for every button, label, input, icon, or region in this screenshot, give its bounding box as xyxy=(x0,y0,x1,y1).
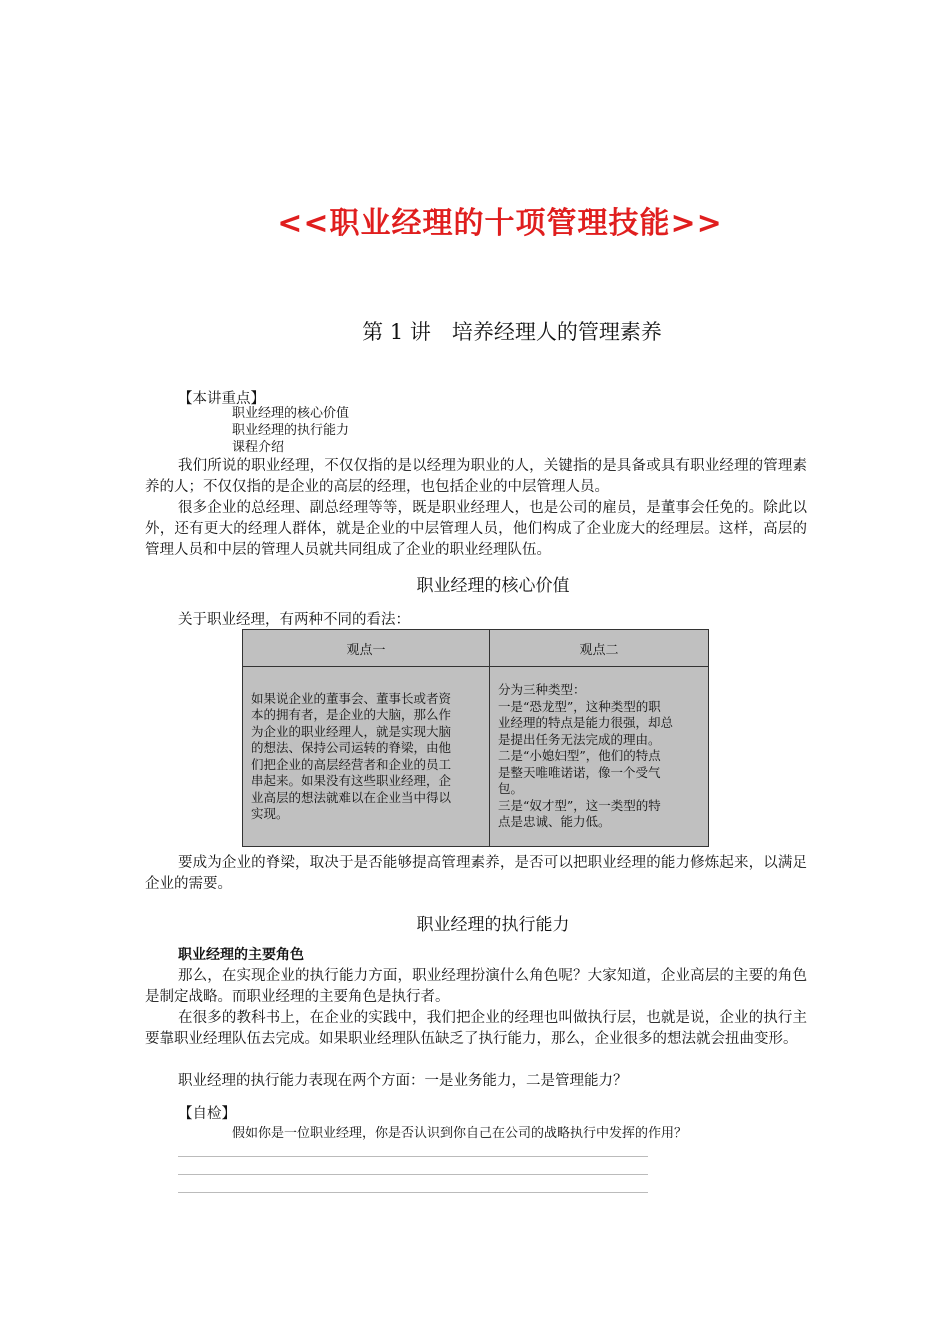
viewpoints-table xyxy=(242,629,709,847)
view-two-cell xyxy=(490,667,709,847)
key-points-label: 【本讲重点】 xyxy=(178,391,265,407)
role-paragraph: 职业经理的执行能力表现在两个方面：一是业务能力，二是管理能力？ xyxy=(178,1073,628,1089)
key-point-item: 职业经理的执行能力 xyxy=(232,423,350,438)
key-point-item: 课程介绍 xyxy=(232,440,285,455)
view-one-cell xyxy=(243,667,490,847)
cell-line: 二是“小媳妇型”，他们的特点 xyxy=(498,748,661,764)
table-header-view-two: 观点二 xyxy=(490,630,709,667)
cell-line: 包。 xyxy=(498,781,524,797)
document-title: <<职业经理的十项管理技能>> xyxy=(277,206,723,241)
cell-line: 业经理的特点是能力很强，却总 xyxy=(498,715,674,731)
role-paragraph: 在很多的教科书上，在企业的实践中，我们把企业的经理也叫做执行层，也就是说，企业的执行主要靠职业经理队伍去完成。如果职业经理队伍缺乏了执行能力，那么，企业很多的想法就会扭曲变形。 xyxy=(145,1010,807,1047)
cell-line: 点是忠诚、能力低。 xyxy=(498,814,611,830)
cell-line: 为企业的职业经理人，就是实现大脑 xyxy=(251,723,452,739)
cell-line: 是提出任务无法完成的理由。 xyxy=(498,731,661,747)
cell-line: 的想法、保持公司运转的脊梁，由他 xyxy=(251,740,452,755)
lecture-title: 第 1 讲 培养经理人的管理素养 xyxy=(362,320,662,344)
section-heading-core-value: 职业经理的核心价值 xyxy=(416,576,570,596)
cell-line: 如果说企业的董事会、董事长或者资 xyxy=(251,690,452,706)
cell-line: 们把企业的高层经营者和企业的员工 xyxy=(251,756,452,772)
section-heading-execution: 职业经理的执行能力 xyxy=(416,915,570,935)
self-check-label: 【自检】 xyxy=(178,1106,236,1122)
cell-line: 分为三种类型： xyxy=(498,682,586,698)
cell-line: 实现。 xyxy=(251,806,289,821)
cell-line: 三是“奴才型”，这一类型的特 xyxy=(498,797,661,813)
key-point-item: 职业经理的核心价值 xyxy=(232,406,350,421)
intro-paragraph: 很多企业的总经理、副总经理等等，既是职业经理人，也是公司的雇员，是董事会任免的。除此以外，还有更大的经理人群体，就是企业的中层管理人员，他们构成了企业庞大的经理层。这样，高层的管理人员和中层的管理人员就共同组成了企业的职业经理队伍。 xyxy=(145,500,807,558)
answer-line[interactable] xyxy=(178,1192,648,1193)
subheading-main-role: 职业经理的主要角色 xyxy=(178,947,304,963)
self-check-question: 假如你是一位职业经理，你是否认识到你自己在公司的战略执行中发挥的作用？ xyxy=(232,1126,688,1141)
table-header-view-one: 观点一 xyxy=(243,630,490,667)
cell-line: 业高层的想法就难以在企业当中得以 xyxy=(251,789,452,805)
answer-line[interactable] xyxy=(178,1174,648,1175)
cell-line: 是整天唯唯诺诺，像一个受气 xyxy=(498,764,661,780)
answer-line[interactable] xyxy=(178,1156,648,1157)
cell-line: 一是“恐龙型”，这种类型的职 xyxy=(498,698,661,714)
views-lead-text: 关于职业经理，有两种不同的看法： xyxy=(178,612,410,628)
backbone-paragraph: 要成为企业的脊梁，取决于是否能够提高管理素养，是否可以把职业经理的能力修炼起来，以满足企业的需要。 xyxy=(145,855,807,892)
cell-line: 串起来。如果没有这些职业经理，企 xyxy=(251,773,452,788)
key-points-list xyxy=(232,405,349,456)
role-paragraph: 那么，在实现企业的执行能力方面，职业经理扮演什么角色呢？大家知道，企业高层的主要的角色是制定战略。而职业经理的主要角色是执行者。 xyxy=(145,968,807,1005)
intro-paragraph: 我们所说的职业经理，不仅仅指的是以经理为职业的人，关键指的是具备或具有职业经理的管理素养的人；不仅仅指的是企业的高层的经理，也包括企业的中层管理人员。 xyxy=(145,458,807,495)
cell-line: 本的拥有者，是企业的大脑，那么作 xyxy=(251,707,452,722)
